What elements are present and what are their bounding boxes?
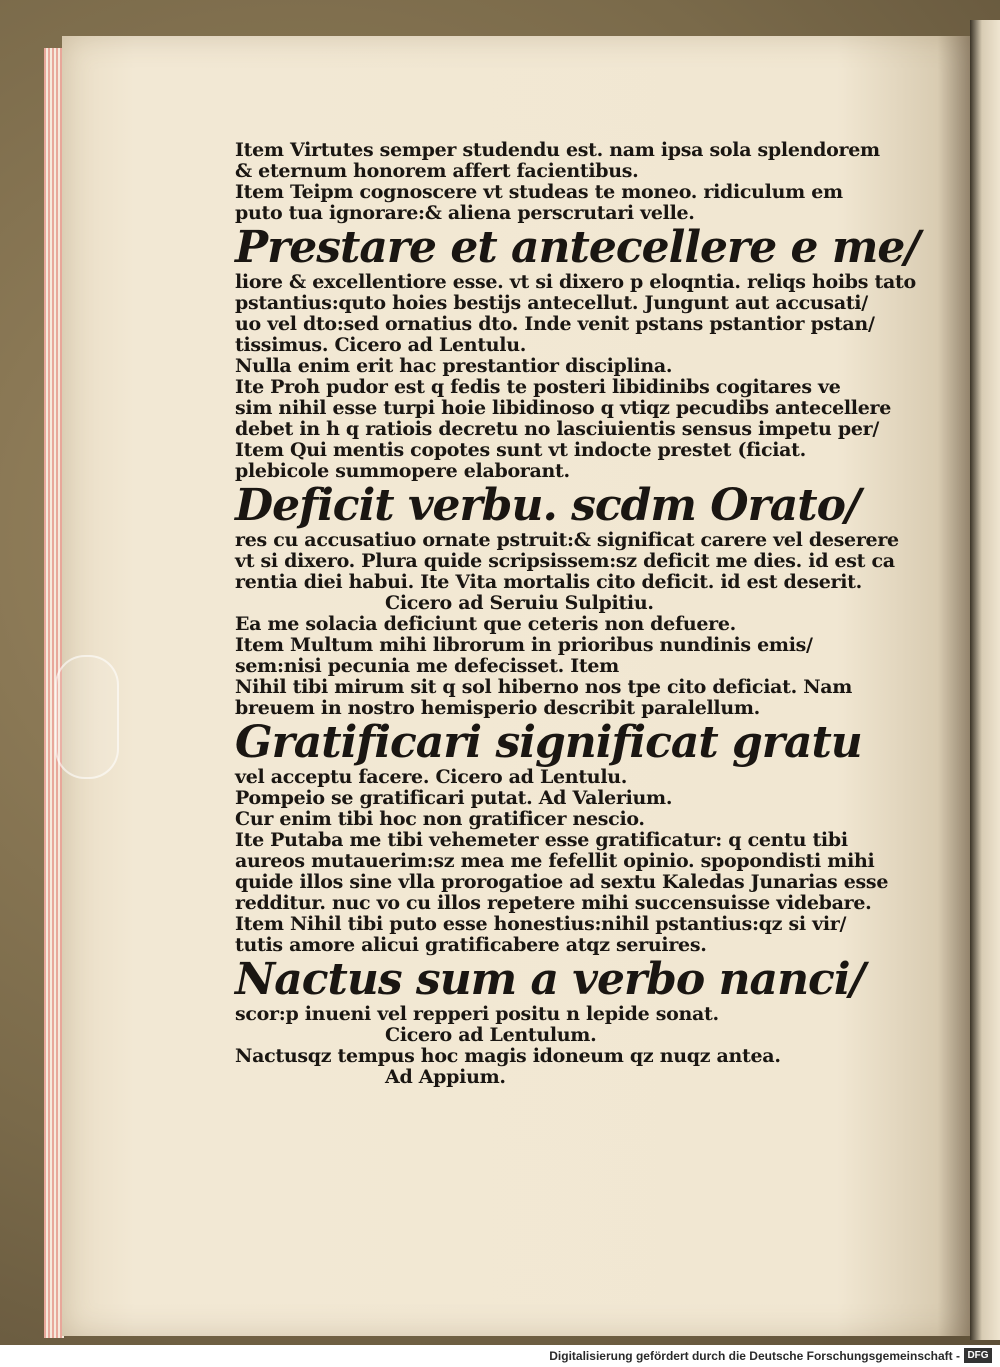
text-line: vt si dixero. Plura quide scripsissem:sz deficit me dies. id est ca: [235, 550, 895, 572]
text-line: sem:nisi pecunia me defecisset. Item: [235, 655, 619, 677]
text-line: redditur. nuc vo cu illos repetere mihi succensuisse videbare.: [235, 892, 872, 914]
text-line: Nactusqz tempus hoc magis idoneum qz nuqz antea.: [235, 1045, 781, 1067]
text-line: Cicero ad Lentulum.: [385, 1024, 597, 1046]
text-line: aureos mutauerim:sz mea me fefellit opinio. spopondisti mihi: [235, 850, 875, 872]
page-clip: [55, 655, 119, 779]
text-line: pstantius:quto hoies bestijs antecellut. Jungunt aut accusati/: [235, 292, 868, 314]
text-line: liore & excellentiore esse. vt si dixero p eloqntia. reliqs hoibs tato: [235, 271, 916, 293]
text-line: vel acceptu facere. Cicero ad Lentulu.: [235, 766, 628, 788]
text-line: Item Multum mihi librorum in prioribus nundinis emis/: [235, 634, 813, 656]
text-line: Nihil tibi mirum sit q sol hiberno nos tpe cito deficiat. Nam: [235, 676, 853, 698]
text-line: Ite Proh pudor est q fedis te posteri libidinibs cogitares ve: [235, 376, 841, 398]
text-line: breuem in nostro hemisperio describit paralellum.: [235, 697, 760, 719]
dfg-logo-icon: DFG: [964, 1348, 992, 1363]
text-line: Item Qui mentis copotes sunt vt indocte prestet (ficiat.: [235, 439, 806, 461]
text-line: quide illos sine vlla prorogatioe ad sextu Kaledas Junarias esse: [235, 871, 889, 893]
text-line: Item Nihil tibi puto esse honestius:nihil pstantius:qz si vir/: [235, 913, 847, 935]
text-line: Ea me solacia deficiunt que ceteris non defuere.: [235, 613, 736, 635]
text-line: Ite Putaba me tibi vehemeter esse gratificatur: q centu tibi: [235, 829, 848, 851]
text-line: Nulla enim erit hac prestantior disciplina.: [235, 355, 673, 377]
text-line: scor:p inueni vel repperi positu n lepide sonat.: [235, 1003, 719, 1025]
text-line: tissimus. Cicero ad Lentulu.: [235, 334, 527, 356]
heading-line: Deficit verbu. scdm Orato/: [235, 480, 861, 531]
footer-credit: Digitalisierung gefördert durch die Deutsche Forschungsgemeinschaft -: [549, 1349, 960, 1363]
text-line: Item Teipm cognoscere vt studeas te moneo. ridiculum em: [235, 181, 843, 203]
right-page-leaf: [970, 20, 1000, 1340]
text-line: sim nihil esse turpi hoie libidinoso q vtiqz pecudibs antecellere: [235, 397, 892, 419]
text-line: Ad Appium.: [385, 1066, 506, 1088]
text-line: plebicole summopere elaborant.: [235, 460, 570, 482]
heading-line: Gratificari significat gratu: [235, 717, 862, 768]
text-line: rentia diei habui. Ite Vita mortalis cito deficit. id est deserit.: [235, 571, 862, 593]
page-text: [235, 139, 920, 1088]
text-line: res cu accusatiuo ornate pstruit:& significat carere vel deserere: [235, 529, 899, 551]
text-line: uo vel dto:sed ornatius dto. Inde venit pstans pstantior pstan/: [235, 313, 875, 335]
text-line: Cur enim tibi hoc non gratificer nescio.: [235, 808, 645, 830]
text-line: puto tua ignorare:& aliena perscrutari velle.: [235, 202, 695, 224]
text-line: Pompeio se gratificari putat. Ad Valerium.: [235, 787, 673, 809]
footer-bar: [0, 1345, 1000, 1367]
text-line: Item Virtutes semper studendu est. nam ipsa sola splendorem: [235, 139, 880, 161]
text-line: & eternum honorem affert facientibus.: [235, 160, 639, 182]
heading-line: Nactus sum a verbo nanci/: [235, 954, 865, 1005]
text-line: tutis amore alicui gratificabere atqz seruires.: [235, 934, 707, 956]
text-line: debet in h q ratiois decretu no lasciuientis sensus impetu per/: [235, 418, 879, 440]
text-line: Cicero ad Seruiu Sulpitiu.: [385, 592, 654, 614]
heading-line: Prestare et antecellere e me/: [235, 222, 920, 273]
